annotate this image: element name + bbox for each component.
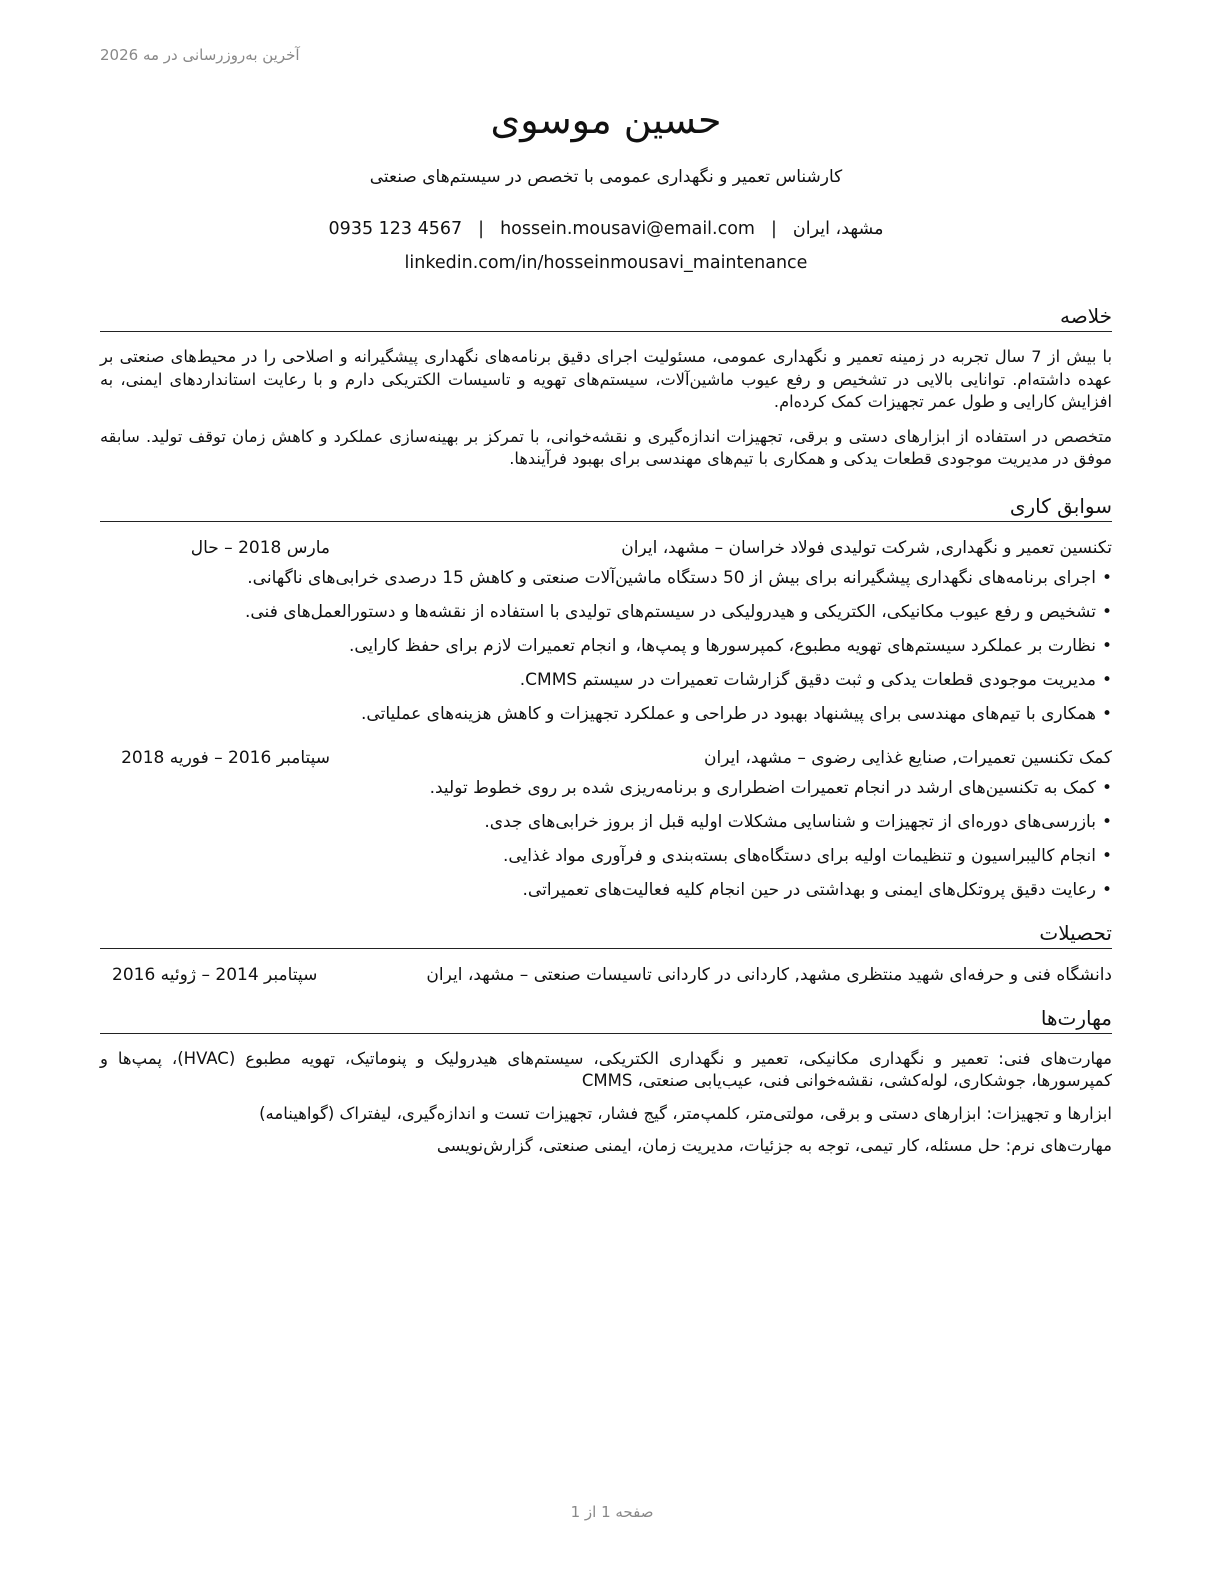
phone-text: 0935 123 4567 — [328, 219, 463, 239]
job-bullet: • اجرای برنامه‌های نگهداری پیشگیرانه برای بیش از 50 دستگاه ماشین‌آلات صنعتی و کاهش 15 درصدی خرابی‌های ناگهانی. — [100, 566, 1112, 590]
summary-section-title: خلاصه — [100, 303, 1112, 332]
linkedin-link[interactable]: linkedin.com/in/hosseinmousavi_maintenance — [404, 253, 808, 273]
job-bullets — [100, 776, 1112, 902]
linkedin-line — [100, 251, 1112, 275]
skills-line: مهارت‌های نرم: حل مسئله، کار تیمی، توجه به جزئیات، مدیریت زمان، ایمنی صنعتی، گزارش‌نویسی — [436, 1136, 1112, 1155]
contact-separator: | — [770, 219, 777, 239]
job-bullet: • نظارت بر عملکرد سیستم‌های تهویه مطبوع، کمپرسورها و پمپ‌ها، و انجام تعمیرات لازم برای حفظ کارایی. — [100, 634, 1112, 658]
job-bullet: • تشخیص و رفع عیوب مکانیکی، الکتریکی و هیدرولیکی در سیستم‌های تولیدی با استفاده از نقشه‌ها و دستورالعمل‌های فنی. — [100, 600, 1112, 624]
job-dates: سپتامبر 2016 – فوریه 2018 — [121, 747, 330, 768]
candidate-headline: کارشناس تعمیر و نگهداری عمومی با تخصص در سیستم‌های صنعتی — [369, 167, 843, 187]
contact-separator: | — [478, 219, 485, 239]
job-header — [100, 536, 1112, 560]
job-bullet: • همکاری با تیم‌های مهندسی برای پیشنهاد بهبود در طراحی و عملکرد تجهیزات و کاهش هزینه‌های عملیاتی. — [100, 702, 1112, 726]
summary-paragraph: با بیش از 7 سال تجربه در زمینه تعمیر و نگهداری عمومی، مسئولیت اجرای دقیق برنامه‌های نگهداری پیشگیرانه و اصلاحی را در محیط‌های صنعتی بر عهده داشته‌ام. توانایی بالایی در تشخیص و رفع عیوب ماشین‌آلات، سیستم‌های تهویه و تاسیسات الکتریکی دارم و با رعایت استانداردهای ایمنی، به افزایش کارایی و طول عمر تجهیزات کمک کرده‌ام. — [100, 347, 1112, 411]
job-bullet: • مدیریت موجودی قطعات یدکی و ثبت دقیق گزارشات تعمیرات در سیستم CMMS. — [100, 668, 1112, 692]
education-entry — [100, 963, 1112, 987]
job-entry — [100, 746, 1112, 902]
summary-paragraph: متخصص در استفاده از ابزارهای دستی و برقی، تجهیزات اندازه‌گیری و نقشه‌خوانی، با تمرکز بر بهینه‌سازی عملکرد و کاهش زمان توقف تولید. سابقه موفق در مدیریت موجودی قطعات یدکی و همکاری با تیم‌های مهندسی برای بهبود فرآیندها. — [100, 426, 1112, 468]
job-bullet: • رعایت دقیق پروتکل‌های ایمنی و بهداشتی در حین انجام کلیه فعالیت‌های تعمیراتی. — [100, 878, 1112, 902]
location-text: مشهد، ایران — [792, 219, 884, 239]
last-updated-note: آخرین به‌روزرسانی در مه 2026 — [100, 46, 300, 64]
job-dates: مارس 2018 – حال — [190, 537, 330, 558]
job-bullet: • کمک به تکنسین‌های ارشد در انجام تعمیرات اضطراری و برنامه‌ریزی شده بر روی خطوط تولید. — [100, 776, 1112, 800]
skills-section-title: مهارت‌ها — [100, 1005, 1112, 1034]
email-link[interactable]: hossein.mousavi@email.com — [500, 219, 755, 239]
experience-section-title: سوابق کاری — [100, 493, 1112, 522]
resume-content — [100, 92, 1112, 1158]
job-title: تکنسین تعمیر و نگهداری, شرکت تولیدی فولاد خراسان – مشهد، ایران — [621, 537, 1112, 558]
education-section-title: تحصیلات — [100, 920, 1112, 949]
job-entry — [100, 536, 1112, 726]
education-dates: سپتامبر 2014 – ژوئیه 2016 — [112, 964, 318, 985]
job-bullets — [100, 566, 1112, 726]
skills-line: ابزارها و تجهیزات: ابزارهای دستی و برقی، مولتی‌متر، کلمپ‌متر، گیج فشار، تجهیزات تست و اندازه‌گیری، لیفتراک (گواهینامه) — [259, 1103, 1112, 1123]
job-bullet: • انجام کالیبراسیون و تنظیمات اولیه برای دستگاه‌های بسته‌بندی و فرآوری مواد غذایی. — [100, 844, 1112, 868]
skills-line: مهارت‌های فنی: تعمیر و نگهداری مکانیکی، تعمیر و نگهداری الکتریکی، سیستم‌های هیدرولیک و پنوماتیک، تهویه مطبوع (HVAC)، پمپ‌ها و کمپرسورها، جوشکاری، لوله‌کشی، نقشه‌خوانی فنی، عیب‌یابی صنعتی، CMMS — [100, 1048, 1112, 1090]
page-number: صفحه 1 از 1 — [570, 1503, 654, 1521]
job-bullet: • بازرسی‌های دوره‌ای از تجهیزات و شناسایی مشکلات اولیه قبل از بروز خرابی‌های جدی. — [100, 810, 1112, 834]
job-title: کمک تکنسین تعمیرات, صنایع غذایی رضوی – مشهد، ایران — [703, 747, 1112, 768]
contact-line — [100, 217, 1112, 241]
job-header — [100, 746, 1112, 770]
candidate-name: حسین موسوی — [490, 98, 722, 142]
education-heading: دانشگاه فنی و حرفه‌ای شهید منتظری مشهد, کاردانی در کاردانی تاسیسات صنعتی – مشهد، ایران — [426, 964, 1112, 985]
